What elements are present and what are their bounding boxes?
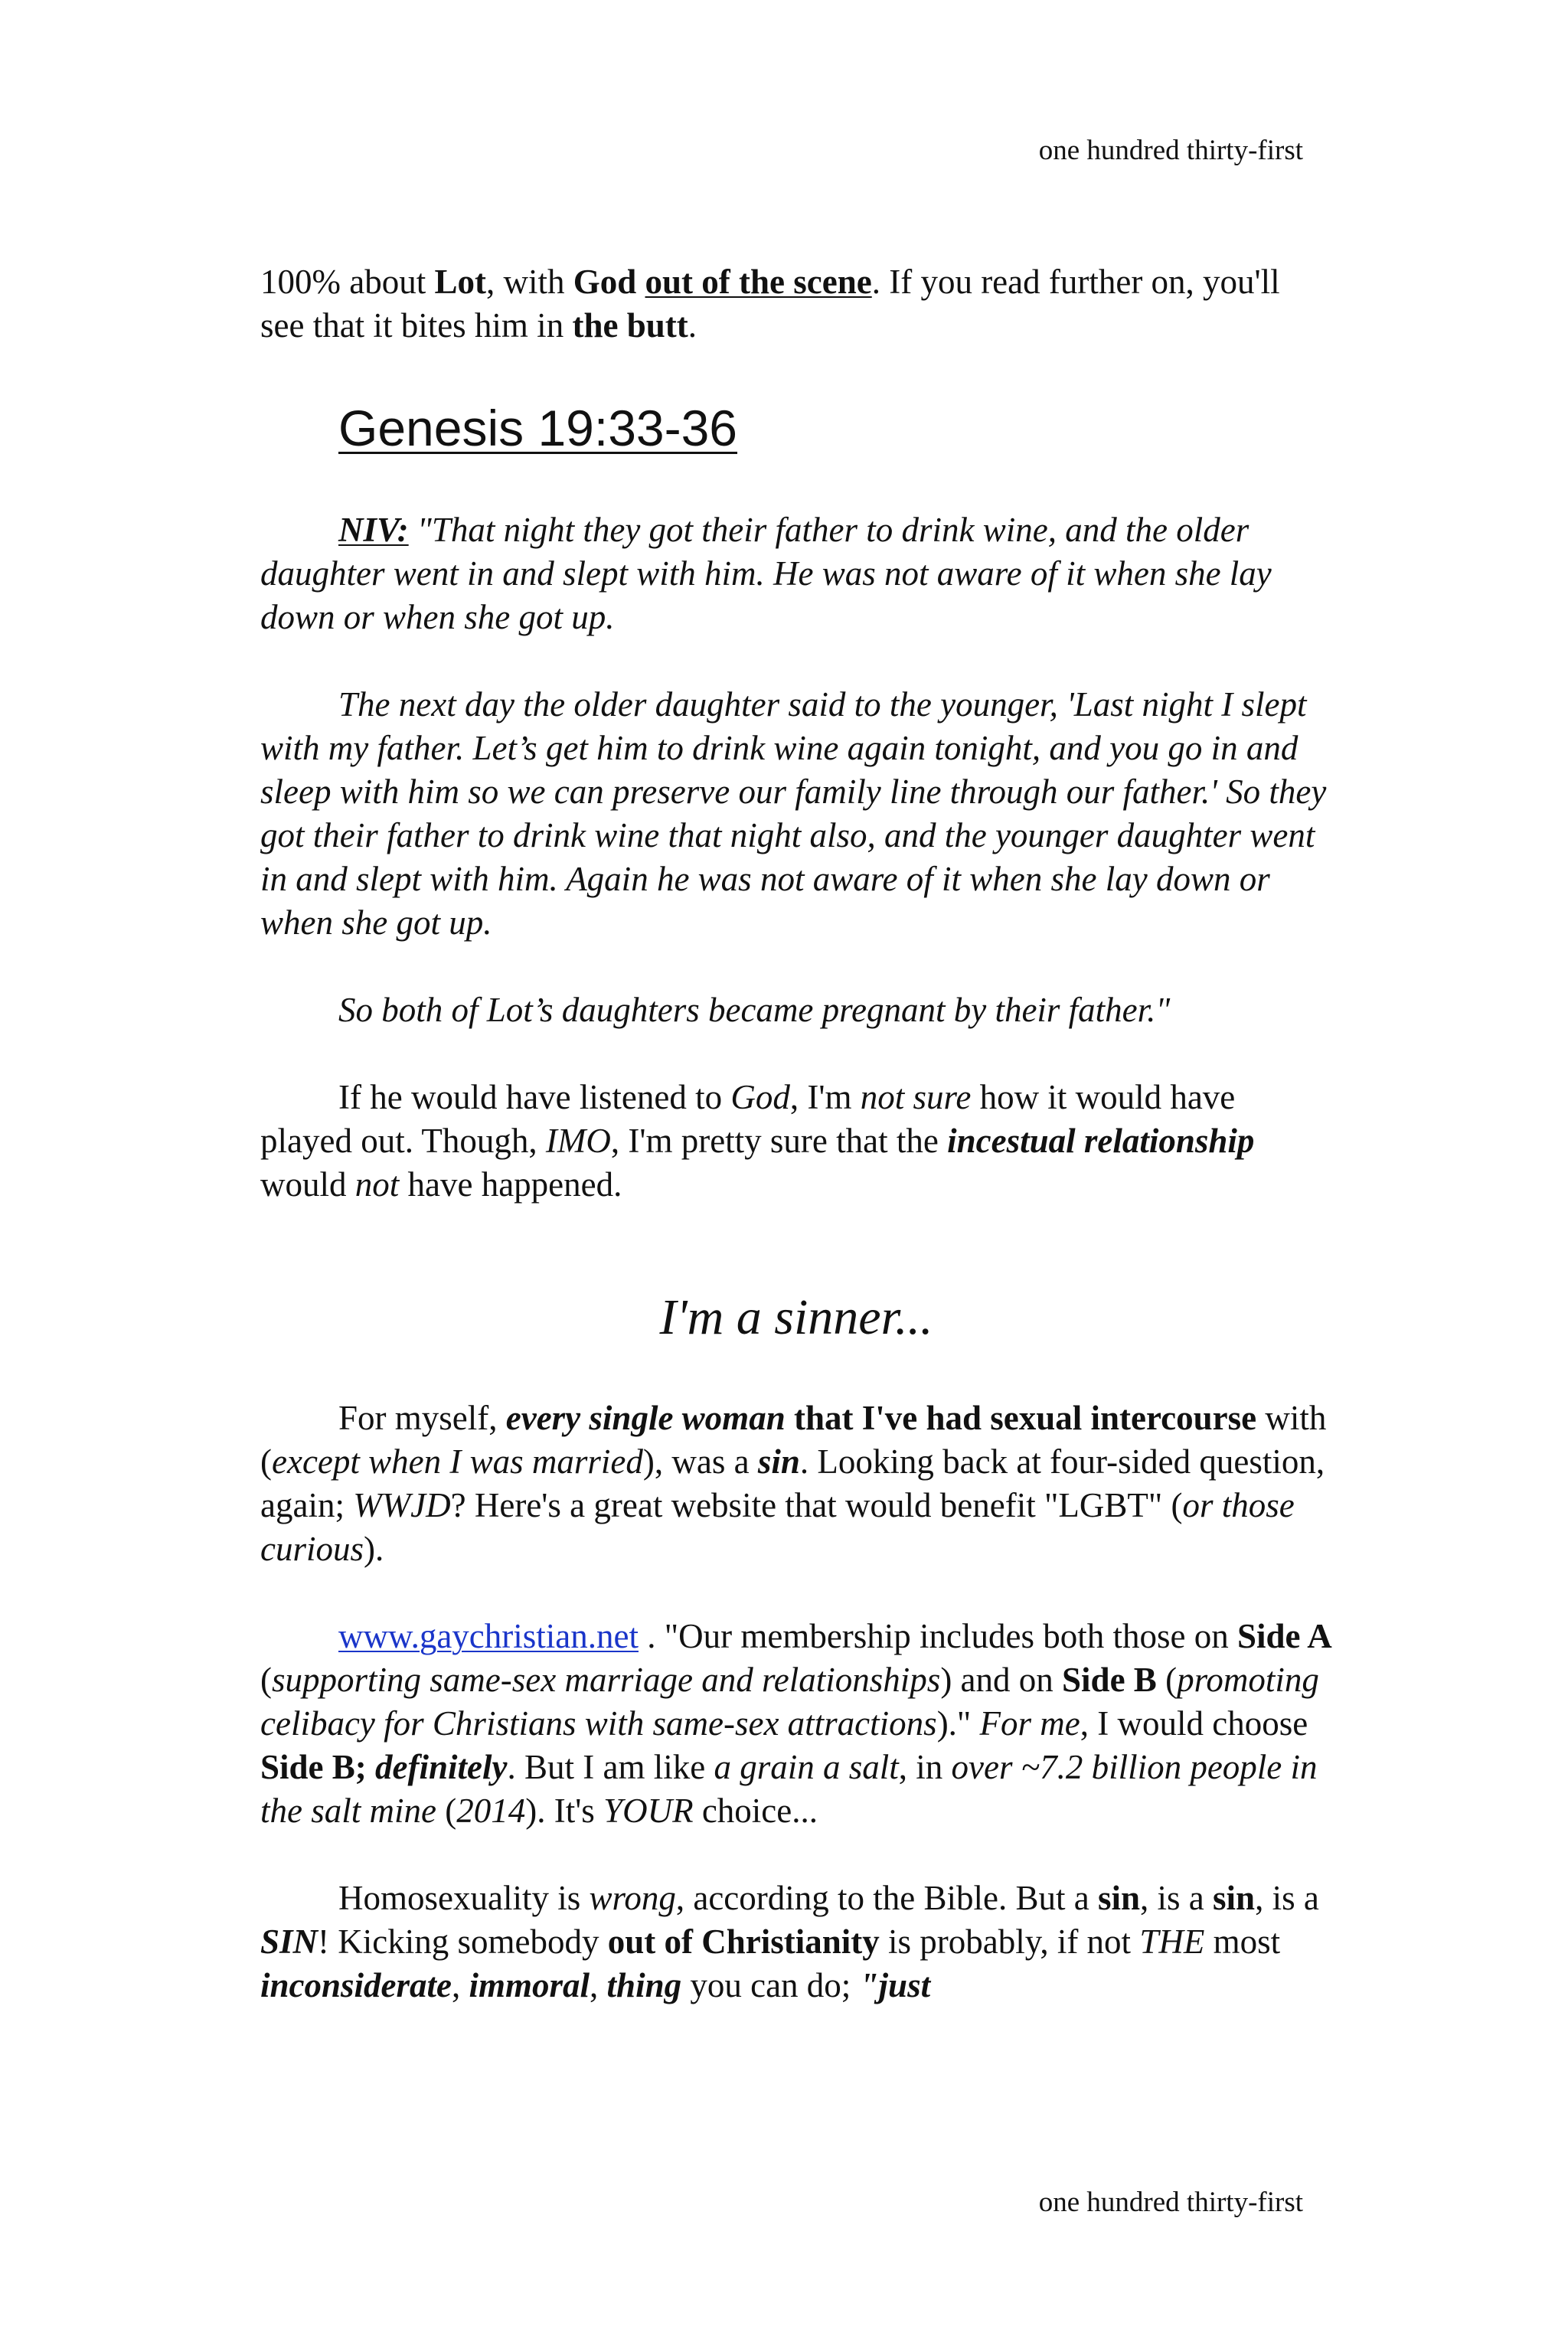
running-header: one hundred thirty-first <box>1038 135 1303 166</box>
reflection-paragraph: If he would have listened to God, I'm not sure how it would have played out. Though, IMO, I'm pretty sure that the incestual relationship would not have happened. <box>260 1078 1255 1204</box>
section-heading: I'm a sinner... <box>659 1289 933 1345</box>
gaychristian-paragraph: www.gaychristian.net . "Our membership includes both those on Side A (supporting same-sex marriage and relationships) and on Side B (promoting celibacy for Christians with same-sex attractions)." For me, I would choose Side B; definitely. But I am like a grain a salt, in over ~7.2 billion people in the salt mine (2014). It's YOUR choice... <box>260 1617 1332 1830</box>
running-footer: one hundred thirty-first <box>1038 2187 1303 2218</box>
niv-label: NIV: <box>338 511 409 549</box>
intro-paragraph: 100% about Lot, with God out of the scene. If you read further on, you'll see that it bites him in the butt. <box>260 263 1280 345</box>
myself-paragraph: For myself, every single woman that I've had sexual intercourse with (except when I was married), was a sin. Looking back at four-sided question, again; WWJD? Here's a great website that would benefit "LGBT" (or those curious). <box>260 1399 1327 1568</box>
niv-paragraph-3: So both of Lot’s daughters became pregnant by their father." <box>338 991 1171 1029</box>
niv-paragraph-2: The next day the older daughter said to the younger, 'Last night I slept with my father. Let’s get him to drink wine again tonight, and you go in and sleep with him so we can preserve our family line through our father.' So they got their father to drink wine that night also, and the younger daughter went in and slept with him. Again he was not aware of it when she lay down or when she got up. <box>260 685 1327 942</box>
verse-heading: Genesis 19:33-36 <box>338 400 738 456</box>
gaychristian-link[interactable]: www.gaychristian.net <box>338 1617 639 1655</box>
page-body <box>260 260 1332 2007</box>
homosexuality-paragraph: Homosexuality is wrong, according to the Bible. But a sin, is a sin, is a SIN! Kicking somebody out of Christianity is probably, if not THE most inconsiderate, immoral, thing you can do; "just <box>260 1879 1319 2004</box>
niv-paragraph-1: NIV: "That night they got their father to drink wine, and the older daughter went in and slept with him. He was not aware of it when she lay down or when she got up. <box>260 511 1272 636</box>
